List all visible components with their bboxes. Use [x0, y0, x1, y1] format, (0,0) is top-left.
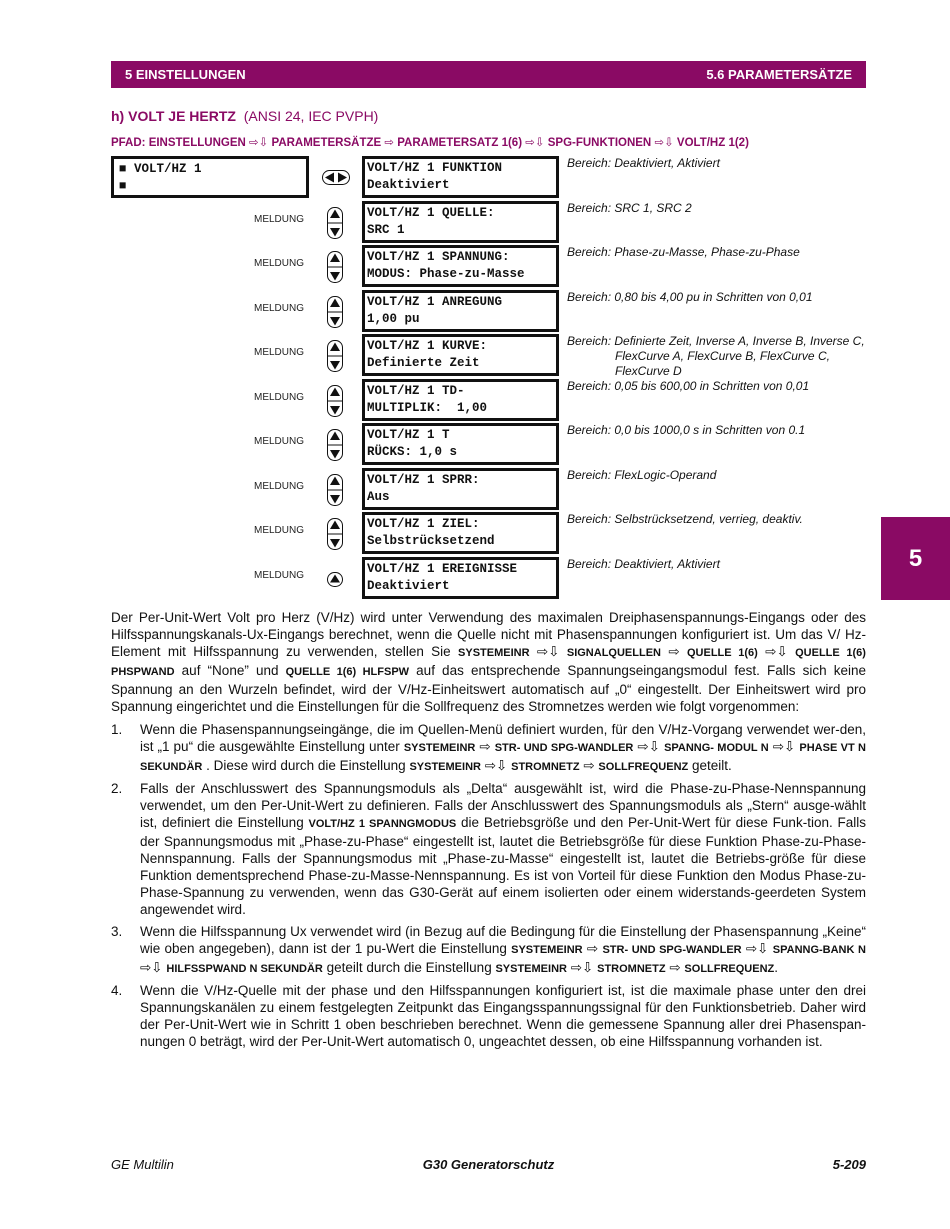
list-text: Wenn die Hilfsspannung Ux verwendet wird (in Bezug auf die Bedingung für die Einstellung der Phasenspannung „Keine“ wie oben angegeben), dann ist der 1 pu-Wert die Einstellung [140, 924, 866, 956]
setting-name: VOLT/HZ 1 KURVE: [367, 339, 488, 353]
up-down-key-icon [327, 518, 343, 550]
setting-row [0, 557, 950, 601]
setting-display-box [362, 423, 559, 465]
path-item: PARAMETERSATZ 1(6) [397, 137, 523, 149]
up-down-key-icon [327, 385, 343, 417]
setting-path: STROMNETZ [511, 761, 580, 773]
setting-path: SOLLFREQUENZ [684, 963, 775, 975]
setting-path: STROMNETZ [597, 963, 666, 975]
setting-range [567, 245, 866, 260]
range-text: Bereich: 0,05 bis 600,00 in Schritten von 0,01 [567, 379, 810, 393]
setting-value: RÜCKS: 1,0 s [367, 445, 458, 459]
setting-row [0, 156, 950, 200]
arrow-right-down-icon: ⇨⇩ [525, 137, 545, 149]
arrow-right-down-icon: ⇨⇩ [249, 137, 269, 149]
section-heading-title: h) VOLT JE HERTZ [111, 108, 236, 124]
setting-display-box [362, 379, 559, 421]
setting-path: SYSTEMEINR [495, 963, 567, 975]
meldung-label: MELDUNG [254, 214, 305, 225]
arrow-right-down-icon: ⇨⇩ [745, 941, 769, 956]
arrow-right-down-icon: ⇨⇩ [765, 644, 788, 659]
setting-path: QUELLE 1(6) [686, 647, 758, 659]
setting-range [567, 512, 866, 527]
setting-name: VOLT/HZ 1 EREIGNISSE [367, 562, 518, 576]
setting-path: SYSTEMEINR [511, 944, 583, 956]
chapter-title: 5 EINSTELLUNGEN [125, 67, 246, 82]
meldung-label: MELDUNG [254, 481, 305, 492]
arrow-right-icon: ⇨ [668, 644, 680, 659]
list-text: Falls der Anschlusswert des Spannungsmoduls als „Delta“ ausgewählt ist, wird die Phase-zu-Phase-Nennspannung verwendet, um den Per-Unit-Wert zu definieren. Falls der Anschlusswert des Spannungsmoduls als „Stern“ ausge-wählt ist, definiert die Einstellung [140, 781, 866, 830]
list-number: 2. [111, 781, 123, 796]
arrow-right-icon: ⇨ [384, 137, 395, 149]
setting-path: SOLLFREQUENZ [598, 761, 689, 773]
menu-header-line2: ■ [119, 179, 127, 193]
setting-display-box [362, 201, 559, 243]
paragraph-text: Der Per-Unit-Wert Volt pro Herz (V/Hz) wird unter Verwendung des maximalen Dreiphasenspannungs-Eingangs oder des Hilfsspannungskanals-Ux-Eingangs berechnet, wenn die Quelle nicht mit Phasenspannungen konfiguriert ist. Um das V/ Hz-Element mit Hilfsspannung zu verwenden, stellen Sie [111, 610, 866, 659]
list-item [111, 780, 866, 918]
range-text: FlexCurve D [615, 364, 682, 378]
up-down-key-icon [327, 207, 343, 239]
list-text: Wenn die Phasenspannungseingänge, die im Quellen-Menü definiert wurden, für den V/Hz-Vorgang verwendet wer-den, ist „1 pu“ die ausgewählte Einstellung unter [140, 722, 866, 754]
setting-path: SPANNG-BANK N [772, 944, 866, 956]
setting-range [567, 557, 866, 572]
arrow-right-icon: ⇨ [586, 941, 599, 956]
intro-paragraph [111, 609, 866, 715]
setting-row [0, 290, 950, 334]
meldung-label: MELDUNG [254, 570, 305, 581]
arrow-right-down-icon: ⇨⇩ [637, 739, 661, 754]
setting-display-box [362, 156, 559, 198]
path-item: PFAD: EINSTELLUNGEN [111, 137, 246, 149]
setting-row [0, 245, 950, 289]
range-text: Bereich: Deaktiviert, Aktiviert [567, 156, 720, 170]
setting-range [567, 379, 866, 394]
setting-path: STR- UND SPG-WANDLER [602, 944, 742, 956]
meldung-label: MELDUNG [254, 392, 305, 403]
paragraph-text: auf das entsprechende Spannungseingangsmodul fest. Falls sich keine Spannung an den Wurzeln befindet, wird der V/Hz-Einheitswert automatisch auf „0“ eingestellt. Der Einheitswert wird pro Spannung eingerichtet und die Einstellungen für die Sollfrequenz des Stromnetzes werden wie folgt vorgenommen: [111, 663, 867, 714]
up-down-key-icon [327, 340, 343, 372]
list-text: geteilt durch die Einstellung [322, 960, 496, 975]
setting-path: PHASE VT N SEKUNDÄR [140, 742, 866, 773]
path-item: PARAMETERSÄTZE [271, 137, 382, 149]
setting-display-box [362, 557, 559, 599]
setting-name: VOLT/HZ 1 ZIEL: [367, 517, 480, 531]
setting-path: SYSTEMEINR [458, 647, 530, 659]
page-header [111, 61, 866, 88]
path-item: SPG-FUNKTIONEN [547, 137, 652, 149]
range-text: Bereich: Selbstrücksetzend, verrieg, deaktiv. [567, 512, 803, 526]
list-text: Wenn die V/Hz-Quelle mit der phase und den Hilfsspannungen konfiguriert ist, ist die maximale phase unter den drei Spannungskanälen zu einem festgelegten Zeitpunkt das Eingangsspannungssignal für den Funktionsbetrieb. Daher wird der Per-Unit-Wert wie in Schritt 1 oben beschrieben berechnet. Wenn die gemessene Spannung aller drei Phasenspan-nungen 0 beträgt, wird der Per-Unit-Wert automatisch 0, ungeachtet dessen, ob eine Hilfsspannung vorhanden ist. [140, 983, 866, 1049]
meldung-label: MELDUNG [254, 436, 305, 447]
section-number-title: 5.6 PARAMETERSÄTZE [706, 67, 852, 82]
meldung-label: MELDUNG [254, 525, 305, 536]
list-item [111, 982, 866, 1050]
setting-value: SRC 1 [367, 223, 405, 237]
list-number: 3. [111, 924, 123, 939]
setting-path: SIGNALQUELLEN [566, 647, 661, 659]
setting-row [0, 201, 950, 245]
list-item [111, 923, 866, 978]
setting-name: VOLT/HZ 1 ANREGUNG [367, 295, 503, 309]
setting-path: QUELLE 1(6) PHSPWAND [111, 647, 866, 678]
menu-header-line1: ■ VOLT/HZ 1 [119, 162, 202, 176]
range-text: Bereich: Deaktiviert, Aktiviert [567, 557, 720, 571]
range-text: Bereich: 0,80 bis 4,00 pu in Schritten von 0,01 [567, 290, 813, 304]
setting-display-box [362, 245, 559, 287]
setting-range [567, 468, 866, 483]
setting-path: VOLT/HZ 1 SPANNGMODUS [308, 818, 457, 830]
meldung-label: MELDUNG [254, 258, 305, 269]
meldung-label: MELDUNG [254, 347, 305, 358]
list-number: 4. [111, 983, 123, 998]
up-down-key-icon [327, 474, 343, 506]
section-heading [111, 108, 378, 124]
arrow-right-down-icon: ⇨⇩ [772, 739, 796, 754]
footer-company: GE Multilin [111, 1157, 174, 1172]
setting-range [567, 201, 866, 216]
setting-value: Selbstrücksetzend [367, 534, 495, 548]
paragraph-text: auf “None” und [174, 663, 286, 678]
setting-range [567, 156, 866, 171]
arrow-right-icon: ⇨ [669, 960, 681, 975]
setting-path: SYSTEMEINR [409, 761, 481, 773]
setting-path: STR- UND SPG-WANDLER [494, 742, 634, 754]
setting-value: 1,00 pu [367, 312, 420, 326]
setting-name: VOLT/HZ 1 SPANNUNG: [367, 250, 510, 264]
arrow-right-down-icon: ⇨⇩ [536, 644, 560, 659]
up-down-key-icon [327, 296, 343, 328]
range-text: Bereich: Phase-zu-Masse, Phase-zu-Phase [567, 245, 800, 259]
setting-row [0, 468, 950, 512]
range-text: Bereich: Definierte Zeit, Inverse A, Inverse B, Inverse C, [567, 334, 865, 348]
setting-row [0, 334, 950, 378]
menu-path [111, 135, 749, 149]
list-text: . [774, 960, 779, 975]
setting-name: VOLT/HZ 1 TD- [367, 384, 465, 398]
setting-value: Deaktiviert [367, 178, 450, 192]
list-text: die Betriebsgröße und den Per-Unit-Wert für diese Funk-tion. Falls der Spannungsmodus mit „Phase-zu-Phase“ eingestellt ist, lautet die Betriebsgröße für diese Funktion Phase-zu-Phase-Nennspannung. Falls der Spannungsmodus mit „Phase-zu-Masse“ eingestellt ist, lautet die Betriebs-größe für diese Funktion dementsprechend Phase-zu-Masse-Nennspannung. Es ist von Vorteil für diese Funktion den Modus Phase-zu-Phase-Spannung zu verwenden, wenn das G30-Gerät auf einem isolierten oder einem widerstands-geerdeten System angewendet wird. [140, 815, 866, 917]
arrow-right-down-icon: ⇨⇩ [654, 137, 674, 149]
list-text: . Diese wird durch die Einstellung [202, 758, 410, 773]
range-text: Bereich: SRC 1, SRC 2 [567, 201, 692, 215]
setting-name: VOLT/HZ 1 QUELLE: [367, 206, 495, 220]
setting-value: MULTIPLIK: 1,00 [367, 401, 488, 415]
setting-name: VOLT/HZ 1 FUNKTION [367, 161, 503, 175]
setting-name: VOLT/HZ 1 T [367, 428, 450, 442]
meldung-label: MELDUNG [254, 303, 305, 314]
setting-row [0, 512, 950, 556]
up-down-key-icon [327, 429, 343, 461]
setting-range [567, 334, 866, 379]
up-down-key-icon [327, 251, 343, 283]
setting-path: SPANNG- MODUL N [664, 742, 769, 754]
up-key-icon [327, 563, 343, 595]
range-text: Bereich: 0,0 bis 1000,0 s in Schritten von 0.1 [567, 423, 806, 437]
setting-path: QUELLE 1(6) HLFSPW [285, 666, 410, 678]
list-text: geteilt. [688, 758, 732, 773]
setting-display-box [362, 468, 559, 510]
setting-range [567, 423, 866, 438]
section-heading-subtitle: (ANSI 24, IEC PVPH) [243, 108, 379, 124]
setting-path: HILFSSPWAND N SEKUNDÄR [166, 963, 323, 975]
setting-value: Definierte Zeit [367, 356, 480, 370]
arrow-right-down-icon: ⇨⇩ [140, 960, 163, 975]
list-number: 1. [111, 722, 123, 737]
path-item: VOLT/HZ 1(2) [676, 137, 749, 149]
footer-product: G30 Generatorschutz [422, 1157, 555, 1172]
arrow-right-icon: ⇨ [479, 739, 491, 754]
setting-display-box [362, 290, 559, 332]
chapter-tab: 5 [881, 517, 950, 600]
setting-display-box [362, 512, 559, 554]
arrow-right-down-icon: ⇨⇩ [484, 758, 508, 773]
range-text: Bereich: FlexLogic-Operand [567, 468, 717, 482]
setting-path: SYSTEMEINR [403, 742, 476, 754]
setting-range [567, 290, 866, 305]
setting-name: VOLT/HZ 1 SPRR: [367, 473, 480, 487]
setting-row [0, 423, 950, 467]
list-item [111, 721, 866, 776]
setting-display-box [362, 334, 559, 376]
setting-row [0, 379, 950, 423]
arrow-right-down-icon: ⇨⇩ [570, 960, 594, 975]
setting-value: Deaktiviert [367, 579, 450, 593]
arrow-right-icon: ⇨ [583, 758, 595, 773]
footer-page-number: 5-209 [832, 1157, 866, 1172]
setting-value: MODUS: Phase-zu-Masse [367, 267, 525, 281]
setting-value: Aus [367, 490, 390, 504]
range-text: FlexCurve A, FlexCurve B, FlexCurve C, [615, 349, 830, 363]
